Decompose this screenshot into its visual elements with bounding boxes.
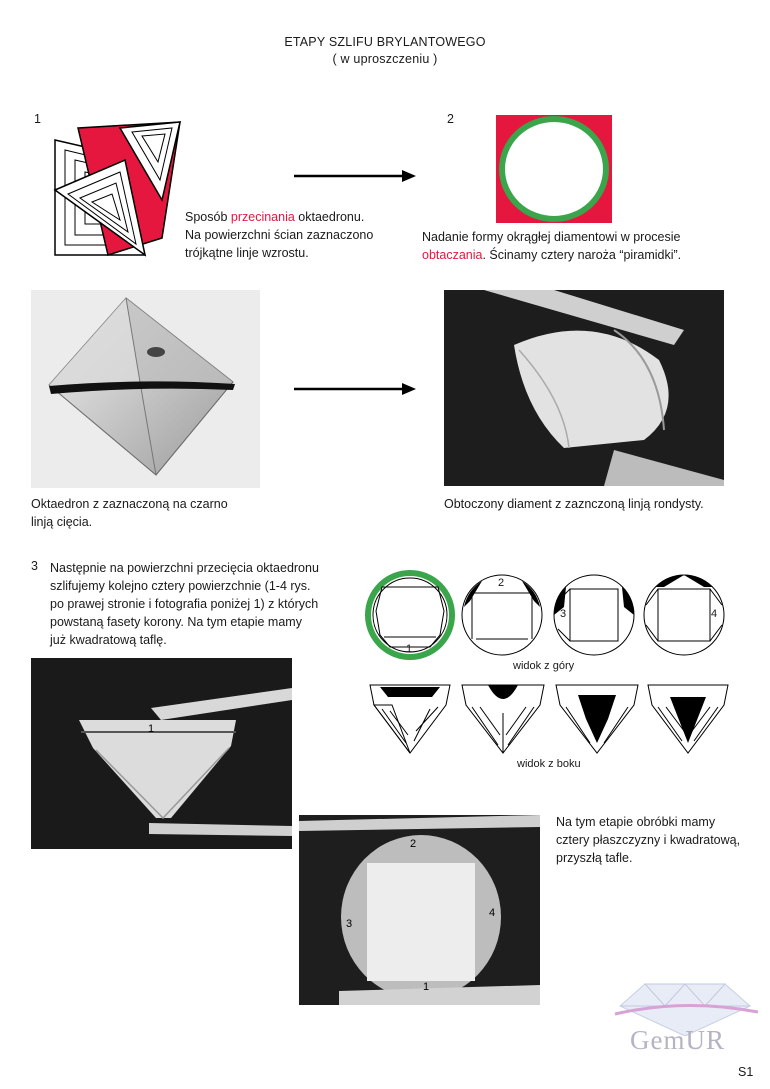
step-3-number: 3 (31, 559, 38, 573)
photo-label-2: 2 (410, 838, 417, 850)
first-facet-photo (31, 658, 292, 849)
side-view-1 (370, 685, 450, 753)
step-1-number: 1 (34, 112, 41, 126)
arrow-right-icon (294, 166, 416, 186)
diagram-label-2: 2 (498, 577, 505, 589)
photo-label-1: 1 (148, 723, 155, 735)
side-view-caption: widok z boku (517, 758, 581, 770)
photo-label-1b: 1 (423, 981, 430, 993)
keyword-rounding: obtaczania (422, 248, 483, 262)
step-2-number: 2 (447, 112, 454, 126)
diagram-label-1: 1 (406, 643, 413, 655)
photo-label-3: 3 (346, 918, 353, 930)
octahedron-split-diagram (50, 120, 190, 260)
square-table-photo (299, 815, 540, 1005)
arrow-right-icon (294, 379, 416, 399)
page-title: ETAPY SZLIFU BRYLANTOWEGO (284, 35, 486, 49)
rounded-diamond-photo (444, 290, 724, 486)
diagram-label-3: 3 (560, 608, 567, 620)
side-view-4 (648, 685, 728, 753)
top-view-diagrams (362, 567, 728, 663)
side-view-diagrams (368, 683, 730, 755)
page-subtitle: ( w uproszczeniu ) (332, 52, 438, 66)
octahedron-photo (31, 290, 260, 488)
top-view-caption: widok z góry (513, 660, 575, 672)
side-view-3 (556, 685, 638, 753)
step-2-text: Nadanie formy okrągłej diamentowi w procesie obtaczania. Ścinamy cztery naroża “piramidki”. (422, 230, 682, 262)
rounding-diagram (496, 115, 612, 223)
diagram-label-4: 4 (711, 608, 718, 620)
keyword-cutting: przecinania (230, 210, 295, 224)
side-view-2 (462, 685, 544, 753)
page-number: S1 (738, 1065, 754, 1079)
step-1-text: Sposób przecinania oktaedronu. Na powierzchni ścian zaznaczono trójkątne linje wzrostu. (185, 210, 374, 260)
gemur-logo: GemUR (630, 1025, 725, 1055)
final-step-text: Na tym etapie obróbki mamy cztery płaszczyzny i kwadratową, przyszłą tafle. (556, 815, 741, 865)
rounded-diamond-caption: Obtoczony diament z zaznczoną linją rondysty. (444, 497, 704, 511)
octahedron-caption: Oktaedron z zaznaczoną na czarno linją cięcia. (31, 497, 228, 529)
photo-label-4: 4 (489, 907, 496, 919)
page-header (0, 34, 770, 68)
step-3-text: Następnie na powierzchni przecięcia oktaedronu szlifujemy kolejno cztery powierzchnie (1-4 rys. po prawej stronie i fotografia poniżej 1) z których powstaną fasety korony. Na tym etapie mamy już kwadratową taflę. (50, 561, 319, 647)
